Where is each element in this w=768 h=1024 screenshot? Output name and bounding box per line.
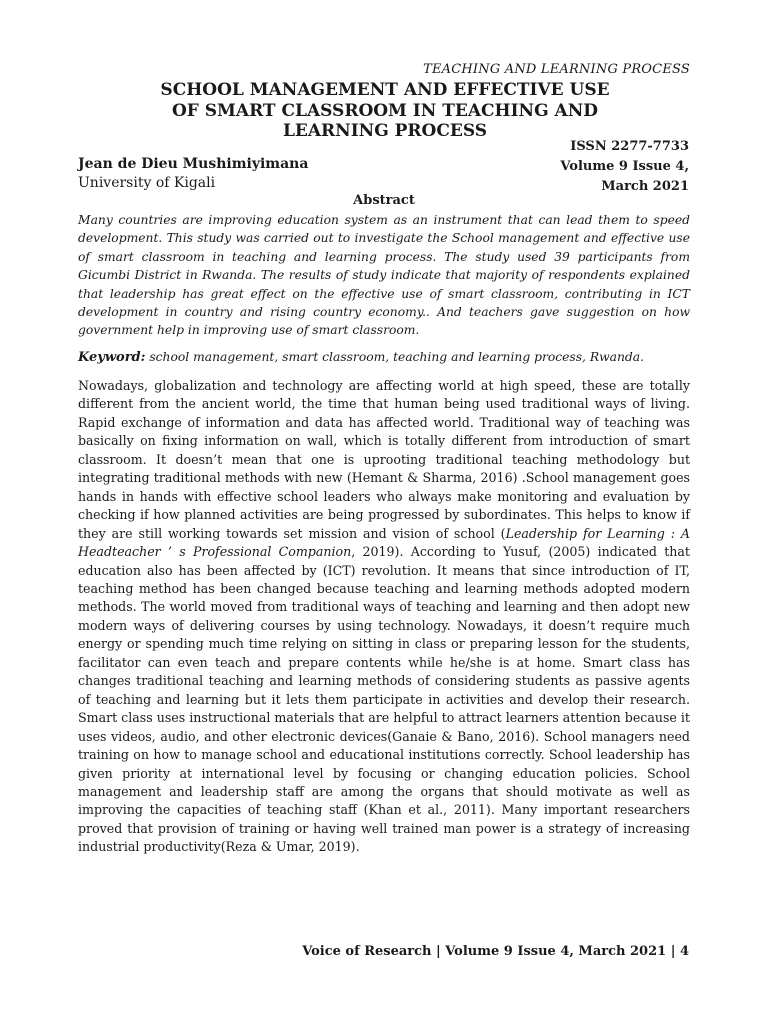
issn-number: ISSN 2277-7733	[570, 139, 689, 154]
abstract-text: Many countries are improving education system as an instrument that can lead them to speed development. This study was carried out to investigate the School management and effective use of smart classroom in teaching and learning process. The study used 39 participants from Gicumbi District in Rwanda. The results of study indicate that majority of respondents explained that leadership has great effect on the effective use of smart classroom, contributing in ICT development in country and rising country economy.. And teachers gave suggestion on how government help in improving use of smart classroom.	[78, 213, 690, 338]
author-block	[78, 155, 308, 193]
body-citation-italic: Leadership for Learning : A Headteacher ’ s Professional Companion	[78, 525, 690, 560]
volume-issue: Volume 9 Issue 4,	[560, 159, 689, 174]
body-text-part1: Nowadays, globalization and technology are affecting world at high speed, these are totally different from the ancient world, the time that human being used traditional ways of living. Rapid exchange of information and data has affected world. Traditional way of teaching was basically on fixing information on wall, which is totally different from introduction of smart classroom. It doesn’t mean that one is uprooting traditional teaching methodology but integrating traditional methods with new (Hemant & Sharma, 2016) .School management goes hands in hands with effective school leaders who always make monitoring and evaluation by checking if how planned activities are being progressed by subordinates. This helps to know if they are still working towards set mission and vision of school (	[78, 378, 690, 541]
author-affiliation: University of Kigali	[78, 175, 216, 191]
author-name: Jean de Dieu Mushimiyimana	[78, 156, 309, 172]
page-footer: Voice of Research | Volume 9 Issue 4, March 2021 | 4	[302, 944, 689, 959]
issue-info	[560, 137, 689, 197]
running-head: TEACHING AND LEARNING PROCESS	[423, 62, 690, 77]
keywords-label: Keyword:	[78, 350, 146, 365]
body-paragraph	[78, 377, 690, 857]
keywords-line	[78, 348, 690, 367]
body-text-part2: , 2019). According to Yusuf, (2005) indicated that education also has been affected by (ICT) revolution. It means that since introduction of IT, teaching method has been changed because teaching and learning methods adopted modern methods. The world moved from traditional ways of teaching and learning and then adopt new modern ways of delivering courses by using technology. Nowadays, it doesn’t require much energy or spending much time relying on sitting in class or preparing lesson for the students, facilitator can even teach and prepare contents while he/she is at home. Smart class has changes traditional teaching and learning methods of considering students as passive agents of teaching and learning but it lets them participate in activities and develop their research. Smart class uses instructional materials that are helpful to attract learners attention because it uses videos, audio, and other electronic devices(Ganaie & Bano, 2016). School managers need training on how to manage school and educational institutions correctly. School leadership has given priority at international level by focusing or changing education policies. School management and leadership staff are among the organs that should motivate as well as improving the capacities of teaching staff (Khan et al., 2011). Many important researchers proved that provision of training or having well trained man power is a strategy of increasing industrial productivity(Reza & Umar, 2019).	[78, 544, 690, 855]
issue-date: March 2021	[601, 179, 689, 194]
keywords-text: school management, smart classroom, teaching and learning process, Rwanda.	[149, 350, 644, 364]
abstract-heading: Abstract	[353, 193, 415, 208]
paper-title: SCHOOL MANAGEMENT AND EFFECTIVE USE OF SMART CLASSROOM IN TEACHING AND LEARNING PROCESS	[160, 80, 610, 141]
